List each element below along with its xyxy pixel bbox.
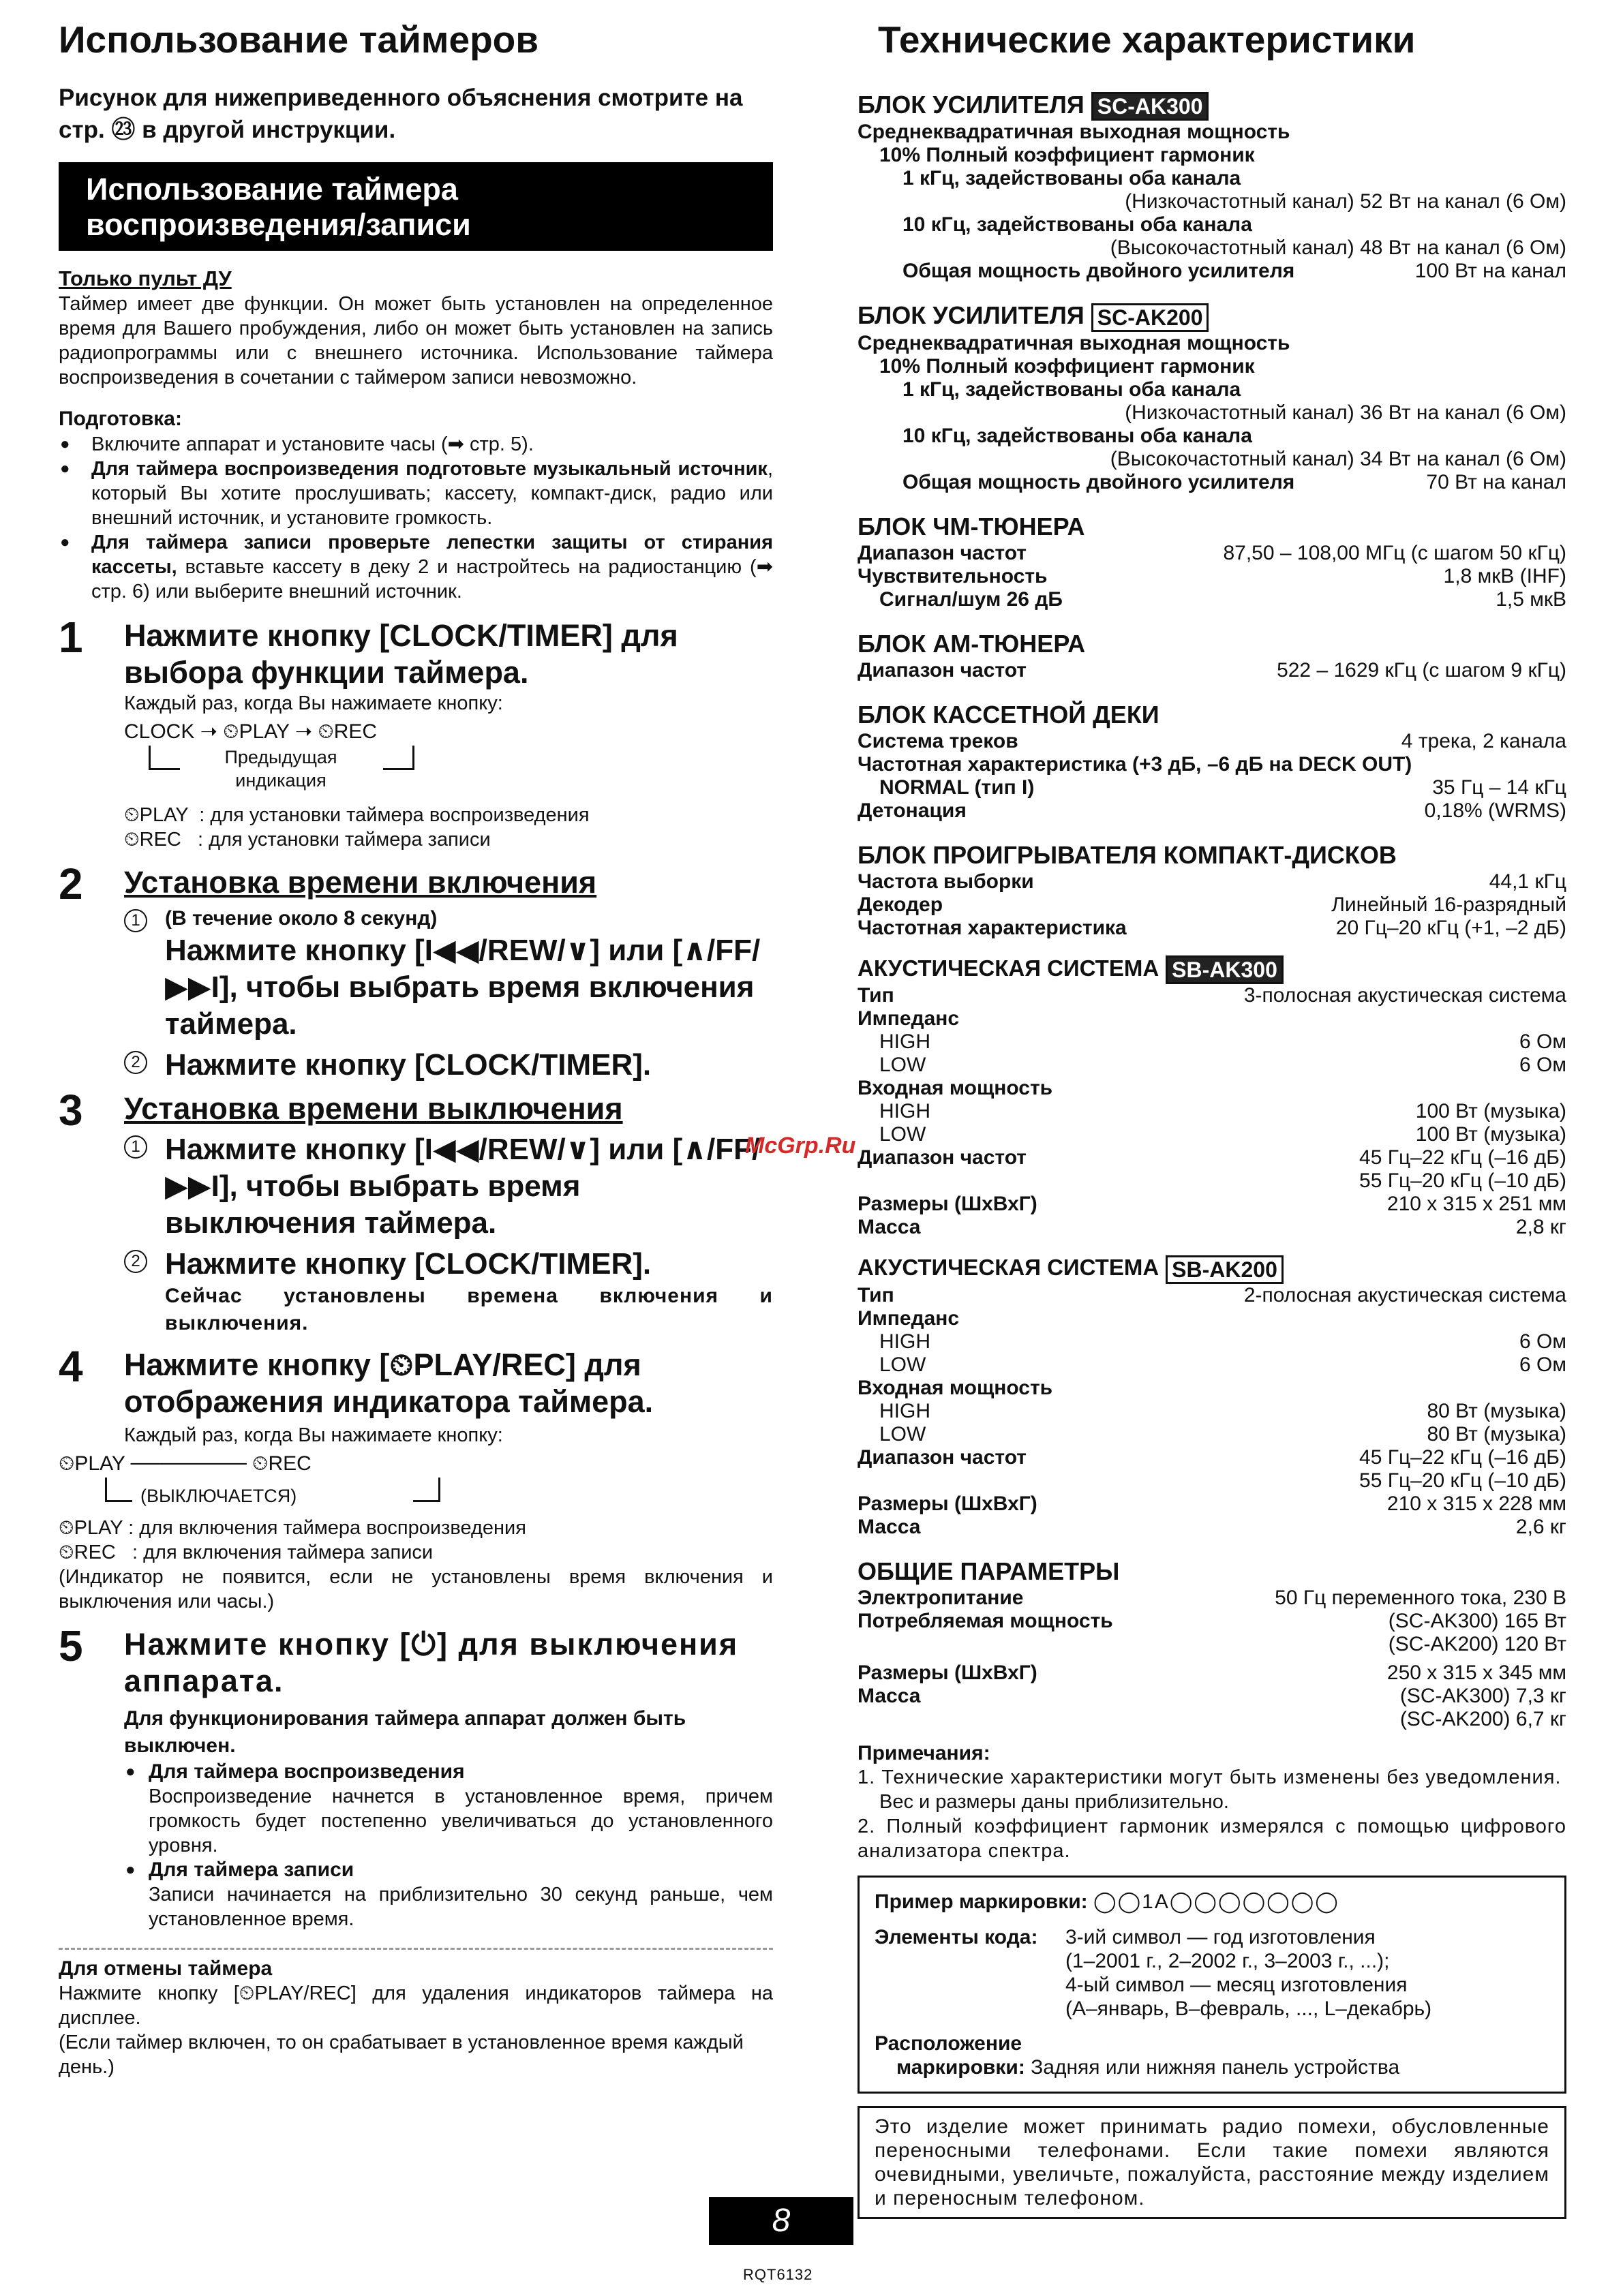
page-title-specs: Технические характеристики (878, 18, 1416, 61)
left-column (59, 14, 773, 2079)
general-heading: ОБЩИЕ ПАРАМЕТРЫ (858, 1557, 1120, 1585)
interference-notice: Это изделие может принимать радио помехи, обусловленные переносными телефонами. Если такие помехи являются очевидными, увеличьте, пожалуйста, расстояние между изделием и переносным телефоном. (858, 2106, 1566, 2219)
sp200-pow-high-value: 80 Вт (музыка) (1427, 1399, 1566, 1422)
cd-fs-row (858, 870, 1566, 893)
step-5-number: 5 (59, 1621, 83, 1670)
amp300-heading (858, 90, 1566, 121)
prep-item-3-bold: Для таймера записи проверьте лепестки защиты от стирания кассеты, (91, 532, 773, 578)
gen-dim-row (858, 1662, 1566, 1685)
cd-fr-label: Частотная характеристика (858, 916, 1127, 939)
amp200-high: (Высокочастотный канал) 34 Вт на канал (6 Ом) (1110, 447, 1566, 470)
step-4-number: 4 (59, 1342, 83, 1391)
gen-power-row (858, 1587, 1566, 1610)
amp200-rms: Среднеквадратичная выходная мощность (858, 331, 1290, 354)
sp300-mass-value: 2,8 кг (1515, 1216, 1566, 1239)
sp200-type-value: 2-полосная акустическая система (1243, 1283, 1566, 1306)
sp200-pow-high: HIGH (879, 1399, 930, 1422)
fm-heading: БЛОК ЧМ-ТЮНЕРА (858, 512, 1085, 540)
step-4-line2: ⏲REC : для включения таймера записи (59, 1542, 434, 1563)
sp300-type-label: Тип (858, 984, 894, 1007)
cancel-heading: Для отмены таймера (59, 1957, 273, 1980)
gen-mass-value1: (SC-AK300) 7,3 кг (1399, 1684, 1566, 1707)
fm-sens-row (858, 565, 1566, 588)
gen-dim-value: 250 x 315 x 345 мм (1386, 1661, 1566, 1684)
deck-track-row (858, 730, 1566, 753)
loop-right-line (413, 1478, 440, 1502)
amp200-total-row (858, 471, 1566, 494)
note-1b: Вес и размеры даны приблизительно. (879, 1790, 1229, 1813)
cd-fs-label: Частота выборки (858, 870, 1034, 893)
gen-mass-value2: (SC-AK200) 6,7 кг (1399, 1707, 1566, 1730)
sp300-title: АКУСТИЧЕСКАЯ СИСТЕМА (858, 955, 1159, 981)
sp200-title: АКУСТИЧЕСКАЯ СИСТЕМА (858, 1255, 1159, 1281)
code-value-3: 4-ый символ — месяц изготовления (1065, 1973, 1408, 1996)
sp300-imp-low-value: 6 Ом (1519, 1054, 1566, 1077)
step-5-b2-head: ● Для таймера записи (149, 1858, 354, 1881)
step-4 (59, 1342, 773, 1420)
step-1-title: Нажмите кнопку [CLOCK/TIMER] для выбора функции таймера. (124, 618, 678, 690)
amp300-total-value: 100 Вт на канал (1414, 260, 1566, 283)
sp200-tag: SB-AK200 (1166, 1255, 1284, 1284)
prep-item-1 (59, 432, 773, 457)
page-number: 8 (709, 2197, 853, 2245)
step-5-bullet-2 (124, 1858, 773, 1931)
prep-item-2-rest: , который Вы хотите прослушивать; кассету, компакт-диск, радио или внешний источник, и установите громкость. (91, 458, 773, 529)
cd-decoder-value: Линейный 16-разрядный (1331, 893, 1566, 916)
sp300-imp-low-row (858, 1054, 1566, 1077)
amp300-thd: 10% Полный коэффициент гармоник (879, 144, 1255, 167)
cd-fs-value: 44,1 кГц (1489, 870, 1566, 893)
am-heading: БЛОК АМ-ТЮНЕРА (858, 629, 1086, 658)
page-title-timers: Использование таймеров (59, 18, 539, 61)
amp200-total-value: 70 Вт на канал (1426, 470, 1566, 493)
step-1-line2: ⏲REC : для установки таймера записи (124, 829, 491, 851)
step-2-title: Установка времени включения (124, 865, 597, 900)
step-2-number: 2 (59, 859, 83, 908)
location-label-2: маркировки: (896, 2055, 1025, 2079)
sp200-pow-label: Входная мощность (858, 1376, 1053, 1399)
sp300-fr-row (858, 1146, 1566, 1169)
amp200-heading (858, 301, 1566, 331)
sp200-mass-row (858, 1516, 1566, 1539)
gen-dim-label: Размеры (ШхВхГ) (858, 1661, 1037, 1684)
step-4-note: (Индикатор не появится, если не установлены время включения и выключения или часы.) (59, 1566, 773, 1612)
sp200-heading (858, 1253, 1566, 1283)
fm-range-value: 87,50 – 108,00 МГц (с шагом 50 кГц) (1223, 541, 1566, 564)
prep-item-1-text: Включите аппарат и установите часы (➡ стр. 5). (91, 433, 534, 455)
sp200-imp-label: Импеданс (858, 1306, 960, 1330)
fm-sn-row (858, 588, 1566, 611)
example-value: ◯◯1A◯◯◯◯◯◯◯ (1093, 1890, 1339, 1913)
amp300-total-row (858, 260, 1566, 283)
gen-cons-label: Потребляемая мощность (858, 1609, 1113, 1632)
sp200-fr-label: Диапазон частот (858, 1445, 1027, 1469)
gen-mass-label: Масса (858, 1684, 921, 1707)
step-2-sub1 (124, 905, 773, 1043)
sp200-imp-low-value: 6 Ом (1519, 1353, 1566, 1376)
am-range-row (858, 659, 1566, 682)
prev-line1: Предыдущая (224, 747, 337, 767)
deck-fr-label: Частотная характеристика (+3 дБ, –6 дБ на DECK OUT) (858, 752, 1412, 776)
step-2-instruction-a: Нажмите кнопку [I◀◀/REW/∨] или [∧/FF/▶▶I], чтобы выбрать время включения таймера. (165, 934, 761, 1041)
deck-wow-value: 0,18% (WRMS) (1424, 799, 1566, 822)
step-4-off: (ВЫКЛЮЧАЕТСЯ) (140, 1486, 297, 1506)
example-label: Пример маркировки: (875, 1890, 1088, 1913)
step-3-note: Сейчас установлены времена включения и выключения. (165, 1285, 773, 1334)
sp200-pow-high-row (858, 1400, 1566, 1423)
code-value-2: (1–2001 г., 2–2002 г., 3–2003 г., ...); (1065, 1949, 1390, 1972)
amp300-high: (Высокочастотный канал) 48 Вт на канал (6 Ом) (1110, 236, 1566, 260)
cd-fr-value: 20 Гц–20 кГц (+1, –2 дБ) (1335, 916, 1566, 939)
section-header (59, 162, 773, 251)
note-2: 2. Полный коэффициент гармоник измерялся с помощью цифрового анализатора спектра. (858, 1815, 1566, 1862)
amp300-total-label: Общая мощность двойного усилителя (902, 260, 1295, 283)
step-4-each: Каждый раз, когда Вы нажимаете кнопку: (124, 1424, 503, 1446)
sp200-imp-high-value: 6 Ом (1519, 1330, 1566, 1353)
step-3-instruction-a: Нажмите кнопку [I◀◀/REW/∨] или [∧/FF/▶▶I], чтобы выбрать время выключения таймера. (165, 1133, 761, 1240)
code-row (875, 1925, 1549, 2021)
divider (59, 1948, 773, 1950)
sp300-dim-row (858, 1193, 1566, 1216)
step-5 (59, 1621, 773, 1931)
prep-item-3-rest: вставьте кассету в деку 2 и настройтесь на радиостанцию (➡ стр. 6) или выберите внешний источник. (91, 556, 773, 602)
fm-sn-value: 1,5 мкВ (1496, 587, 1566, 611)
sp200-dim-label: Размеры (ШхВхГ) (858, 1492, 1037, 1515)
sp200-fr-value2: 55 Гц–20 кГц (–10 дБ) (1359, 1469, 1566, 1492)
sp300-pow-low-row (858, 1123, 1566, 1146)
deck-normal-value: 35 Гц – 14 кГц (1432, 776, 1566, 799)
deck-track-label: Система треков (858, 729, 1018, 752)
fm-range-label: Диапазон частот (858, 541, 1027, 564)
amp300-tag: SC-AK300 (1091, 92, 1209, 121)
step-1 (59, 613, 773, 852)
right-column (858, 14, 1566, 2219)
loop-right-line (383, 746, 414, 770)
step-3-sub2 (124, 1246, 773, 1337)
cd-decoder-row (858, 893, 1566, 917)
sp200-dim-row (858, 1493, 1566, 1516)
location-label-1: Расположение (875, 2032, 1022, 2055)
sp200-pow-low: LOW (879, 1422, 926, 1445)
notes-heading: Примечания: (858, 1741, 990, 1764)
footer-code: RQT6132 (743, 2266, 813, 2283)
fm-range-row (858, 542, 1566, 565)
step-5-b2-text: Записи начинается на приблизительно 30 секунд раньше, чем установленное время. (149, 1884, 773, 1930)
sp300-dim-label: Размеры (ШхВхГ) (858, 1193, 1037, 1216)
sp200-imp-high: HIGH (879, 1330, 930, 1353)
step-2-sub2 (124, 1047, 773, 1084)
am-range-value: 522 – 1629 кГц (с шагом 9 кГц) (1277, 658, 1566, 682)
timer-description: Таймер имеет две функции. Он может быть установлен на определенное время для Вашего пробуждения, либо он может быть установлен на запись радиопрограммы или с внешнего источника. Использование таймера воспроизведения в сочетании с таймером записи невозможно. (59, 293, 773, 388)
step-2-instruction-b: Нажмите кнопку [CLOCK/TIMER]. (165, 1048, 652, 1082)
step-2 (59, 859, 773, 1084)
circle-2: 2 (124, 1051, 147, 1074)
location-line (875, 2055, 1549, 2079)
amp200-low: (Низкочастотный канал) 36 Вт на канал (6 Ом) (1125, 401, 1566, 424)
code-label: Элементы кода: (875, 1925, 1038, 1948)
prep-item-2 (59, 457, 773, 530)
sp200-imp-low: LOW (879, 1353, 926, 1376)
example-row (875, 1890, 1549, 1914)
deck-normal-label: NORMAL (тип I) (879, 776, 1035, 799)
step-1-line1: ⏲PLAY : для установки таймера воспроизведения (124, 804, 590, 826)
step-4-loop (59, 1478, 773, 1516)
step-3-title: Установка времени выключения (124, 1091, 623, 1126)
sp300-pow-high-row (858, 1100, 1566, 1123)
sp300-mass-label: Масса (858, 1216, 921, 1239)
amp200-thd: 10% Полный коэффициент гармоник (879, 354, 1255, 378)
sp300-imp-label: Импеданс (858, 1007, 960, 1030)
step-4-sequence: ⏲PLAY ──────── ⏲REC (59, 1452, 312, 1475)
gen-cons-value2: (SC-AK200) 120 Вт (1388, 1632, 1566, 1655)
cd-heading: БЛОК ПРОИГРЫВАТЕЛЯ КОМПАКТ-ДИСКОВ (858, 840, 1397, 869)
sp300-fr-value2: 55 Гц–20 кГц (–10 дБ) (1359, 1169, 1566, 1193)
sp200-type-row (858, 1284, 1566, 1307)
deck-heading: БЛОК КАССЕТНОЙ ДЕКИ (858, 700, 1159, 729)
amp200-title: БЛОК УСИЛИТЕЛЯ (858, 301, 1084, 330)
amp200-tag: SC-AK200 (1091, 303, 1209, 332)
step-4-body (59, 1423, 773, 1614)
step-2-note: (В течение около 8 секунд) (165, 907, 438, 930)
cd-fr-row (858, 917, 1566, 940)
amp200-10k: 10 кГц, задействованы оба канала (902, 424, 1252, 447)
sp200-fr-value1: 45 Гц–22 кГц (–16 дБ) (1359, 1445, 1566, 1469)
amp300-1k: 1 кГц, задействованы оба канала (902, 167, 1241, 190)
fm-sens-label: Чувствительность (858, 564, 1048, 587)
marking-box (858, 1876, 1566, 2094)
step-1-each: Каждый раз, когда Вы нажимаете кнопку: (124, 692, 503, 714)
sp300-dim-value: 210 x 315 x 251 мм (1386, 1193, 1566, 1216)
prev-line2: индикация (235, 770, 327, 791)
step-4-title: Нажмите кнопку [⏲PLAY/REC] для отображения индикатора таймера. (124, 1347, 654, 1419)
amp200-1k: 1 кГц, задействованы оба канала (902, 378, 1241, 401)
step-1-prev (206, 746, 356, 792)
prep-item-3 (59, 530, 773, 604)
cd-decoder-label: Декодер (858, 893, 943, 916)
step-3 (59, 1086, 773, 1337)
sp200-dim-value: 210 x 315 x 228 мм (1386, 1492, 1566, 1515)
circle-1: 1 (124, 1135, 147, 1159)
step-5-title: Нажмите кнопку [⏻] для выключения аппарата. (124, 1627, 739, 1698)
deck-wow-row (858, 799, 1566, 823)
step-4-line1: ⏲PLAY : для включения таймера воспроизведения (59, 1517, 526, 1539)
sp300-imp-high-value: 6 Ом (1519, 1030, 1566, 1054)
step-5-bold: Для функционирования таймера аппарат должен быть выключен. (124, 1707, 686, 1757)
sp300-imp-high: HIGH (879, 1030, 930, 1054)
step-3-instruction-b: Нажмите кнопку [CLOCK/TIMER]. (165, 1247, 652, 1281)
amp200-total-label: Общая мощность двойного усилителя (902, 470, 1295, 493)
cancel-text-2: (Если таймер включен, то он срабатывает в установленное время каждый день.) (59, 2032, 744, 2078)
sp200-type-label: Тип (858, 1283, 894, 1306)
deck-normal-row (858, 776, 1566, 799)
sp300-pow-high: HIGH (879, 1100, 930, 1123)
sp300-fr-label: Диапазон частот (858, 1146, 1027, 1169)
sp200-pow-low-row (858, 1423, 1566, 1446)
sp300-pow-low: LOW (879, 1123, 926, 1146)
loop-left-line (105, 1478, 132, 1502)
fm-sn-label: Сигнал/шум 26 дБ (879, 587, 1063, 611)
step-3-sub1 (124, 1131, 773, 1242)
sp200-fr-row (858, 1446, 1566, 1469)
sp300-type-value: 3-полосная акустическая система (1243, 984, 1566, 1007)
code-value-1: 3-ий символ — год изготовления (1065, 1925, 1376, 1948)
am-range-label: Диапазон частот (858, 658, 1027, 682)
prep-item-2-bold: Для таймера воспроизведения подготовьте музыкальный источник (91, 458, 768, 480)
watermark: McGrp.Ru (745, 1133, 856, 1159)
sp200-imp-low-row (858, 1353, 1566, 1377)
amp300-rms: Среднеквадратичная выходная мощность (858, 121, 1290, 144)
sp300-imp-low: LOW (879, 1054, 926, 1077)
sp200-mass-value: 2,6 кг (1515, 1515, 1566, 1538)
note-1: 1. Технические характеристики могут быть изменены без уведомления. (858, 1766, 1562, 1788)
gen-cons-row (858, 1610, 1566, 1633)
gen-mass-row (858, 1685, 1566, 1708)
sp300-heading (858, 953, 1566, 984)
sp200-mass-label: Масса (858, 1515, 921, 1538)
step-5-b1-text: Воспроизведение начнется в установленное время, причем громкость будет постепенно увеличиваться до установленного уровня. (149, 1786, 773, 1856)
loop-left-line (149, 746, 180, 770)
cancel-text: Нажмите кнопку [⏲PLAY/REC] для удаления индикаторов таймера на дисплее. (59, 1983, 773, 2029)
code-value-4: (А–январь, В–февраль, ..., L–декабрь) (1065, 1997, 1432, 2020)
gen-cons-value1: (SC-AK300) 165 Вт (1388, 1609, 1566, 1632)
intro-text: Рисунок для нижеприведенного объяснения смотрите на стр. ㉓ в другой инструкции. (59, 85, 743, 143)
section-title-line1: Использование таймера (86, 172, 458, 206)
sp300-mass-row (858, 1216, 1566, 1239)
step-5-bullet-1 (124, 1760, 773, 1858)
circle-2: 2 (124, 1250, 147, 1273)
step-1-sequence: CLOCK ➝ ⏲PLAY ➝ ⏲REC (124, 720, 378, 743)
sp300-pow-label: Входная мощность (858, 1077, 1053, 1100)
location-row (875, 2032, 1549, 2079)
amp300-title: БЛОК УСИЛИТЕЛЯ (858, 91, 1084, 119)
sp200-pow-low-value: 80 Вт (музыка) (1427, 1422, 1566, 1445)
step-1-number: 1 (59, 613, 83, 662)
preparation-label: Подготовка: (59, 408, 182, 430)
sp300-type-row (858, 984, 1566, 1007)
circle-1: 1 (124, 909, 147, 932)
sp300-fr-value1: 45 Гц–22 кГц (–16 дБ) (1359, 1146, 1566, 1169)
deck-wow-label: Детонация (858, 799, 967, 822)
sp300-imp-high-row (858, 1030, 1566, 1054)
remote-only-label: Только пульт ДУ (59, 266, 232, 290)
sp300-pow-high-value: 100 Вт (музыка) (1415, 1100, 1566, 1123)
amp300-10k: 10 кГц, задействованы оба канала (902, 213, 1252, 236)
gen-power-label: Электропитание (858, 1586, 1024, 1609)
section-title-line2: воспроизведения/записи (86, 207, 471, 242)
step-5-b1-head: ● Для таймера воспроизведения (149, 1760, 465, 1783)
gen-power-value: 50 Гц переменного тока, 230 В (1275, 1586, 1566, 1609)
step-1-loop (124, 746, 773, 793)
amp300-low: (Низкочастотный канал) 52 Вт на канал (6 Ом) (1125, 190, 1566, 213)
code-values (1065, 1925, 1549, 2021)
sp300-pow-low-value: 100 Вт (музыка) (1415, 1123, 1566, 1146)
sp300-tag: SB-AK300 (1166, 955, 1284, 984)
deck-track-value: 4 трека, 2 канала (1401, 729, 1566, 752)
sp200-imp-high-row (858, 1330, 1566, 1353)
fm-sens-value: 1,8 мкВ (IHF) (1443, 564, 1566, 587)
step-3-number: 3 (59, 1086, 83, 1135)
location-value: Задняя или нижняя панель устройства (1031, 2055, 1400, 2079)
